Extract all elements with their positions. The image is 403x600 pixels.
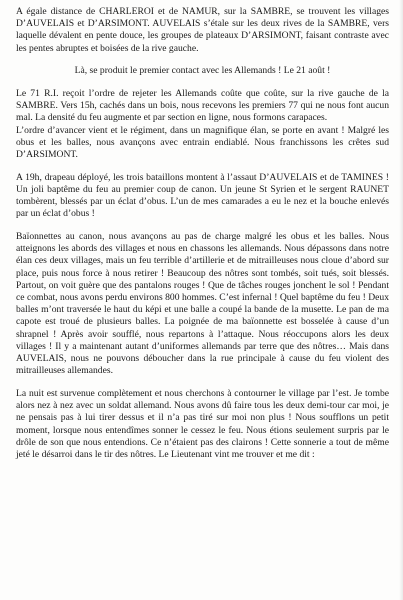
paragraph-advance-order: L’ordre d’avancer vient et le régiment, dans un magnifique élan, se porte en avant ! Malgré les obus et les balles, nous avançons avec entrain endiablé. Nous franchissons les crêtes sud D’ARSIMONT. — [16, 124, 389, 161]
paragraph-71-ri-orders: Le 71 R.I. reçoit l’ordre de rejeter les Allemands coûte que coûte, sur la rive gauche de la SAMBRE. Vers 15h, cachés dans un bois, nous recevons les premiers 77 qui ne nous font aucun mal. La densité du feu augmente et par section en ligne, nous formons carapaces. — [16, 88, 389, 124]
paragraph-bayonet-charge: Baïonnettes au canon, nous avançons au pas de charge malgré les obus et les balles. Nous atteignons les abords des villages et nous en chassons les allemands. Nous dépassons dans notre élan ces deux villages, mais un feu terrible d’artillerie et de mitrailleuses nous cloue d’abord sur place, puis nous force à nous retirer ! Beaucoup des nôtres sont tombés, soit tués, soit blessés. Partout, on voit guère que des pantalons rouges ! Que de tâches rouges jonchent le sol ! Pendant ce combat, nous avons perdu environs 800 hommes. C’est infernal ! Quel baptême du feu ! Deux balles m’ont traversée le haut du képi et une balle a coupé la bande de la musette. Le pan de ma capote est troué de plusieurs balles. La poignée de ma baïonnette est bosselée à cause d’un shrapnel ! Après avoir soufflé, nous repartons à l’attaque. Nous réoccupons alors les deux villages ! Il y a maintenant autant d’uniformes allemands par terre que des nôtres… Mais dans AUVELAIS, nous ne pouvons déboucher dans la rue principale à cause du feu violent des mitrailleuses allemandes. — [16, 231, 389, 377]
paragraph-intro-villages: A égale distance de CHARLEROI et de NAMUR, sur la SAMBRE, se trouvent les villages D’AUVELAIS et D’ARSIMONT. AUVELAIS s’étale sur les deux rives de la SAMBRE, vers laquelle dévalent en pente douce, les groupes de plateaux D’ARSIMONT, faisant contraste avec les pentes abruptes et boisées de la rive gauche. — [16, 6, 389, 54]
page-edge-shadow — [399, 0, 403, 600]
paragraph-first-contact: Là, se produit le premier contact avec les Allemands ! Le 21 août ! — [74, 65, 331, 77]
paragraph-night-encounter: La nuit est survenue complètement et nous cherchons à contourner le village par l’est. Je tombe alors nez à nez avec un soldat allemand. Nous avons dû faire tous les deux demi-tour car moi, je ne pensais pas à lui tirer dessus et il n’a pas tiré sur moi non plus ! Nous soufflons un petit moment, lorsque nous entendîmes sonner le cessez le feu. Nous étions seulement surpris par le drôle de son que nous entendions. Ce n’étaient pas des clairons ! Cette sonnerie a tout de même jeté le désarroi dans le tir des nôtres. Le Lieutenant vint me trouver et me dit : — [16, 387, 389, 460]
paragraph-assault-19h: A 19h, drapeau déployé, les trois bataillons montent à l’assaut D’AUVELAIS et de TAMINES ! Un joli baptême du feu au premier coup de canon. Un jeune St Syrien et le sergent RAUNET tombèrent, blessés par un éclat d’obus. L’un de mes camarades a eu le nez et la bouche enlevés par un éclat d’obus ! — [16, 171, 389, 220]
